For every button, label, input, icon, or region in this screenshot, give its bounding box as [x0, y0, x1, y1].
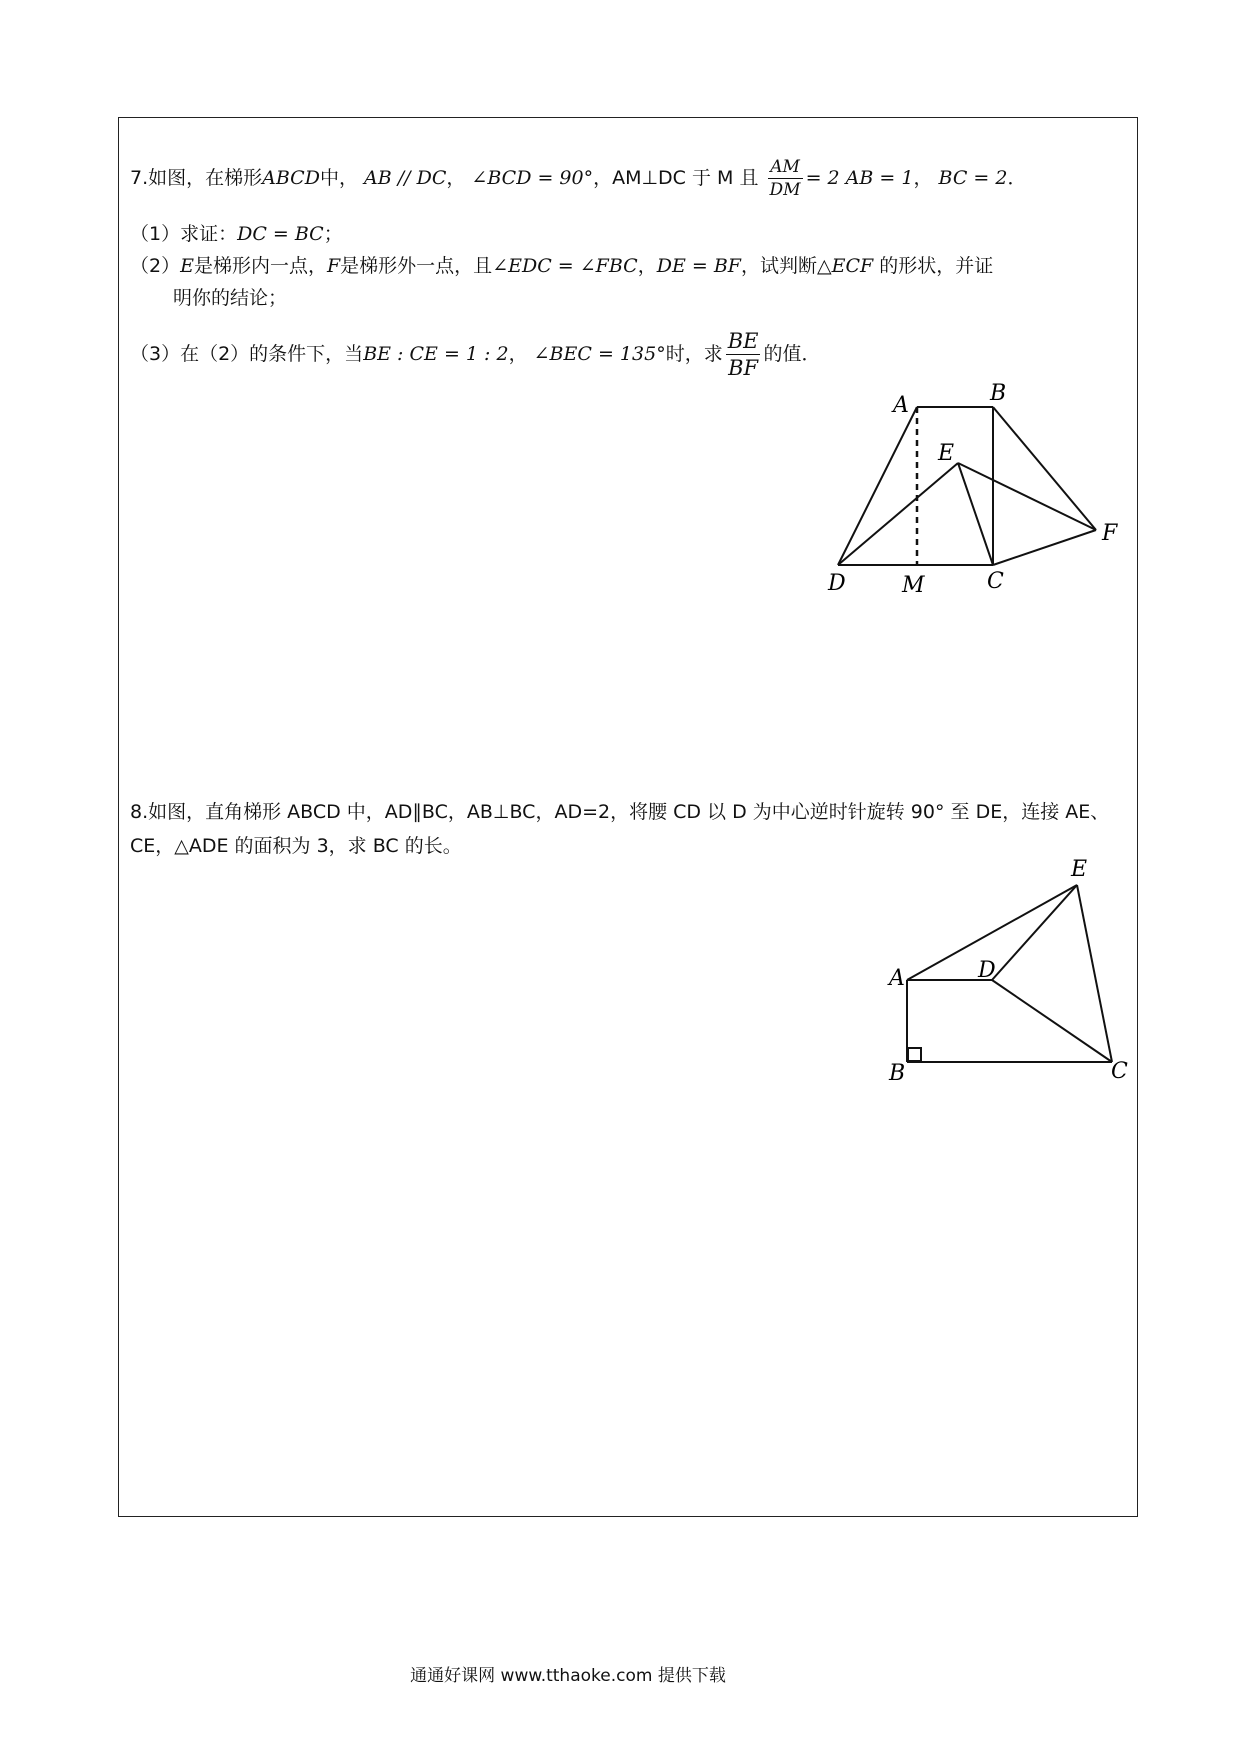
q7-comma2: ，: [913, 167, 933, 189]
q7-p3-label: （3）在（2）的条件下，当: [130, 343, 364, 365]
q7-p1-end: ；: [323, 223, 343, 245]
q7-p2-t4: ，试判断: [740, 255, 817, 277]
q7-p3-end: 的值．: [763, 343, 821, 365]
q8-text-line2: CE，△ADE 的面积为 3，求 BC 的长。: [130, 835, 462, 857]
q7-perp: ，AM⊥DC 于 M 且: [593, 167, 759, 189]
q7-angle: ∠BCD = 90°: [471, 167, 594, 189]
q7-p2-angle: ∠EDC = ∠FBC: [492, 255, 638, 277]
q7-p3-t2: 时，求: [665, 343, 723, 365]
q7-p2-eq: DE = BF: [656, 255, 741, 277]
q7-p1-math: DC = BC: [237, 223, 324, 245]
q7-end: ．: [1007, 167, 1027, 189]
q7-in: 中，: [319, 167, 358, 189]
q7-label-e: E: [938, 441, 955, 466]
q7-label-d: D: [828, 571, 846, 596]
q8-text-line1: 8.如图，直角梯形 ABCD 中，AD∥BC，AB⊥BC，AD=2，将腰 CD 以 D 为中心逆时针旋转 90° 至 DE，连接 AE、: [130, 801, 1110, 823]
q7-p3-ratio: BE : CE = 1 : 2: [363, 343, 509, 365]
q7-shape: ABCD: [262, 167, 320, 189]
q8-label-e: E: [1071, 857, 1088, 882]
q7-label-m: M: [902, 573, 925, 598]
q7-p3-angle: ∠BEC = 135°: [533, 343, 666, 365]
q7-p2-t1: 是梯形内一点，: [193, 255, 327, 277]
q7-p2-line2: 明你的结论；: [173, 287, 288, 309]
q8-right-angle-mark: [908, 1048, 921, 1061]
q7-p2-label: （2）: [130, 255, 181, 277]
q7-p3-t1: ，: [508, 343, 528, 365]
q7-p1-label: （1）求证：: [130, 223, 238, 245]
footer-text: 通通好课网 www.tthaoke.com 提供下载: [410, 1666, 726, 1686]
q7-p3-den: BF: [728, 356, 759, 380]
q7-label-c: C: [987, 569, 1004, 594]
q7-p2-f: F: [326, 255, 341, 277]
q7-p2-triangle: △ECF: [816, 255, 874, 277]
q8-segment-de: [992, 885, 1077, 980]
q7-bc: BC = 2: [938, 167, 1008, 189]
q7-frac-num: AM: [768, 156, 803, 179]
q7-parallel: AB // DC: [364, 167, 447, 189]
q7-comma1: ，: [446, 167, 466, 189]
q8-segment-ec: [1077, 885, 1112, 1062]
q7-p2-t2: 是梯形外一点，且: [340, 255, 493, 277]
q8-label-c: C: [1111, 1059, 1128, 1084]
q8-label-a: A: [889, 966, 905, 991]
q8-segment-dc: [992, 980, 1112, 1062]
q7-p2-e: E: [180, 255, 194, 277]
q7-frac-den: DM: [769, 180, 801, 200]
q7-p3-num: BE: [727, 329, 759, 353]
q7-label-b: B: [990, 381, 1007, 406]
q7-p2-t5: 的形状，并证: [879, 255, 994, 277]
q7-label-f: F: [1102, 521, 1118, 546]
q7-label-a: A: [893, 393, 909, 418]
q7-eq: = 2: [805, 167, 840, 189]
q7-intro: 7.如图，在梯形: [130, 167, 263, 189]
q8-label-d: D: [978, 958, 996, 983]
q7-p2-t3: ，: [637, 255, 657, 277]
q8-label-b: B: [889, 1061, 906, 1086]
q7-ab: AB = 1: [845, 167, 914, 189]
